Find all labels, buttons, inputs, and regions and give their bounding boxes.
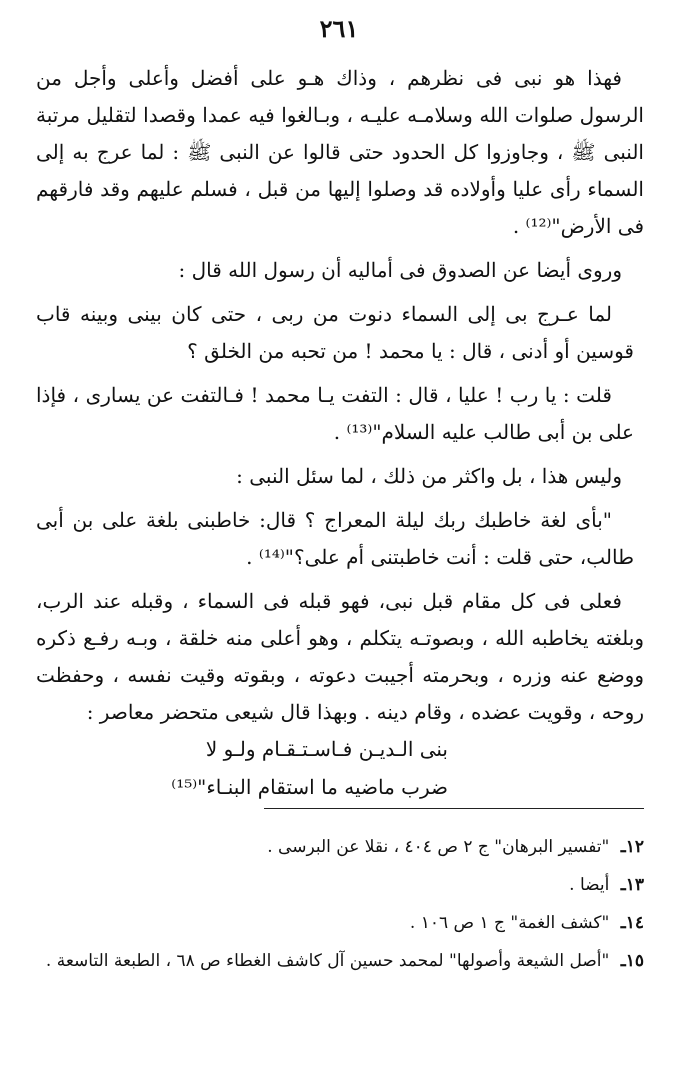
footnote-13 <box>36 866 644 904</box>
footnote-number: ١٢ـ <box>620 837 644 857</box>
page-number: ٢٦١ <box>319 14 359 43</box>
footnote-number: ١٣ـ <box>620 875 644 895</box>
poem-verse <box>171 730 448 806</box>
footnote-text: "أصل الشيعة وأصولها" لمحمد حسين آل كاشف الغطاء ص ٦٨ ، الطبعة التاسعة . <box>45 951 610 971</box>
footnote-14 <box>36 904 644 942</box>
footnotes <box>36 828 644 980</box>
footnote-divider <box>264 808 644 809</box>
paragraph-2: وروى أيضا عن الصدوق فى أماليه أن رسول الله قال : <box>178 258 622 282</box>
poem-line-1: بنى الـديـن فـاسـتـقـام ولـو لا <box>205 737 448 761</box>
footnote-15 <box>36 942 644 980</box>
paragraph-6-quote: "بأى لغة خاطبك ربك ليلة المعراج ؟ قال: خاطبنى بلغة على بن أبى طالب، حتى قلت : أنت خاطبتنى أم على؟"⁽¹⁴⁾ . <box>36 508 634 569</box>
footnote-number: ١٤ـ <box>620 913 644 933</box>
paragraph-4-quote: قلت : يا رب ! عليا ، قال : التفت يـا محمد ! فـالتفت عن يسارى ، فإذا على بن أبى طالب عليه السلام"⁽¹³⁾ . <box>36 383 634 444</box>
main-text <box>36 60 644 738</box>
paragraph-5: وليس هذا ، بل واكثر من ذلك ، لما سئل النبى : <box>236 464 622 488</box>
paragraph-1: فهذا هو نبى فى نظرهم ، وذاك هـو على أفضل وأعلى وأجل من الرسول صلوات الله وسلامـه عليـه ، وبـالغوا فيه عمدا وقصدا لتقليل مرتبة النبى ﷺ ، وجاوزوا كل الحدود حتى قالوا عن النبى ﷺ : لما عرج به إلى السماء رأى عليا وأولاده قد وصلوا إليها من قبل ، فسلم عليهم وقد فارقهم فى الأرض"⁽¹²⁾ . <box>36 66 644 238</box>
footnote-text: "كشف الغمة" ج ١ ص ١٠٦ . <box>409 913 610 933</box>
footnote-12 <box>36 828 644 866</box>
footnote-text: "تفسير البرهان" ج ٢ ص ٤٠٤ ، نقلا عن البرسى . <box>267 837 610 857</box>
footnote-text: أيضا . <box>569 875 610 895</box>
poem-line-2: ضرب ماضيه ما استقام البنـاء"⁽¹⁵⁾ <box>171 775 448 799</box>
footnote-number: ١٥ـ <box>620 951 644 971</box>
paragraph-3-quote: لما عـرج بى إلى السماء دنوت من ربى ، حتى كان بينى وبينه قاب قوسين أو أدنى ، قال : يا محمد ! من تحبه من الخلق ؟ <box>36 302 634 363</box>
paragraph-7: فعلى فى كل مقام قبل نبى، فهو قبله فى السماء ، وقبله عند الرب، وبلغته يخاطبه الله ، وبصوتـه يتكلم ، وهو أعلى منه خلقة ، وبـه رفـع ذكره ووضع عنه وزره ، وبحرمته أجيبت دعوته ، وبقوته وقيت نفسه ، وحفظت روحه ، وقويت عضده ، وقام دينه . وبهذا قال شيعى متحضر معاصر : <box>36 589 644 724</box>
